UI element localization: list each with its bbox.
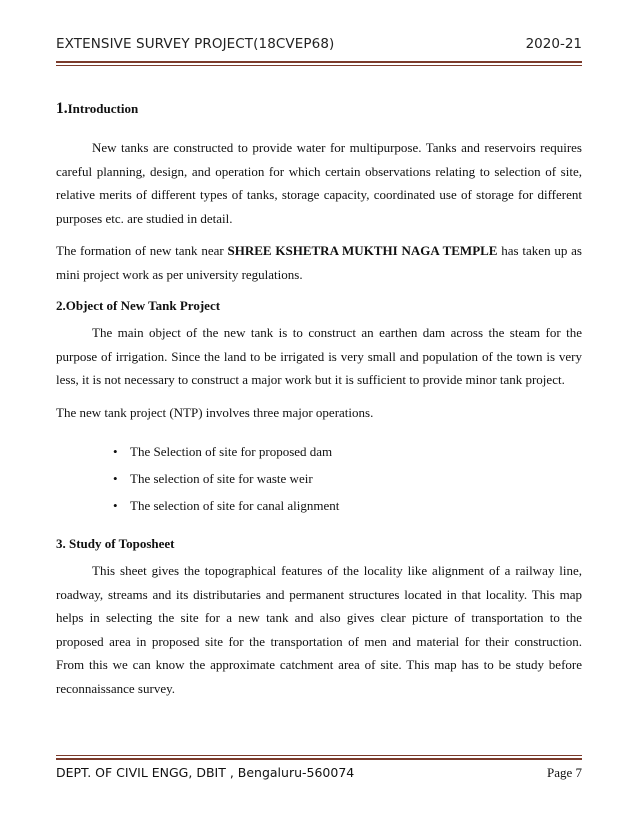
page-number: Page 7 (546, 765, 582, 780)
operations-list (56, 438, 582, 519)
header-year: 2020-21 (525, 36, 582, 52)
page-header (56, 36, 582, 58)
list-item-text: The Selection of site for proposed dam (130, 444, 333, 459)
object-paragraph-1: The main object of the new tank is to construct an earthen dam across the steam for the purpose of irrigation. Since the land to be irrigated is very small and population of the town is very less, it is not necessary to construct a major work but it is sufficient to provide minor tank project. (56, 325, 582, 387)
section-title: Introduction (67, 101, 139, 116)
intro-paragraph-2-text: The formation of new tank near (56, 243, 228, 258)
object-paragraph-2: The new tank project (NTP) involves three major operations. (56, 404, 374, 420)
temple-name: SHREE KSHETRA MUKTHI NAGA TEMPLE (227, 243, 498, 258)
header-rule (56, 61, 582, 63)
bullet-icon: • (113, 498, 118, 513)
list-item-text: The selection of site for canal alignment (130, 498, 340, 513)
footer-rule (56, 758, 582, 760)
list-item (56, 438, 582, 465)
intro-paragraph-2-tail: has taken up as mini project work as per university regulations. (56, 243, 582, 282)
list-item-text: The selection of site for waste weir (130, 471, 313, 486)
header-title: EXTENSIVE SURVEY PROJECT(18CVEP68) (56, 36, 335, 52)
section-heading-introduction (56, 98, 582, 120)
toposheet-paragraph: This sheet gives the topographical features of the locality like alignment of a railway line, roadway, streams and its distributaries and permanent structures located in that locality. This map helps in selecting the site for a new tank and also gives clear picture of transportation to the proposed area in proposed site for the transportation of men and material for their construction. From this we can know the approximate catchment area of site. This map has to be study before reconnaissance survey. (56, 563, 582, 696)
footer-department: DEPT. OF CIVIL ENGG, DBIT , Bengaluru-560074 (56, 765, 355, 780)
list-item (56, 492, 582, 519)
section-heading-toposheet: 3. Study of Toposheet (56, 536, 175, 551)
list-item (56, 465, 582, 492)
intro-paragraph-1: New tanks are constructed to provide water for multipurpose. Tanks and reservoirs requires careful planning, design, and operation for which certain observations relating to selection of site, relative merits of different types of tanks, storage capacity, coordinated use of storage for different purposes etc. are studied in detail. (56, 140, 582, 226)
bullet-icon: • (113, 444, 118, 459)
section-heading-object: 2.Object of New Tank Project (56, 298, 221, 313)
bullet-icon: • (113, 471, 118, 486)
document-body (56, 98, 582, 700)
section-number: 1. (56, 100, 68, 117)
header-rule-thin (56, 65, 582, 66)
page-footer (56, 765, 582, 785)
intro-paragraph-2 (56, 239, 582, 286)
footer-rule-thin (56, 755, 582, 756)
